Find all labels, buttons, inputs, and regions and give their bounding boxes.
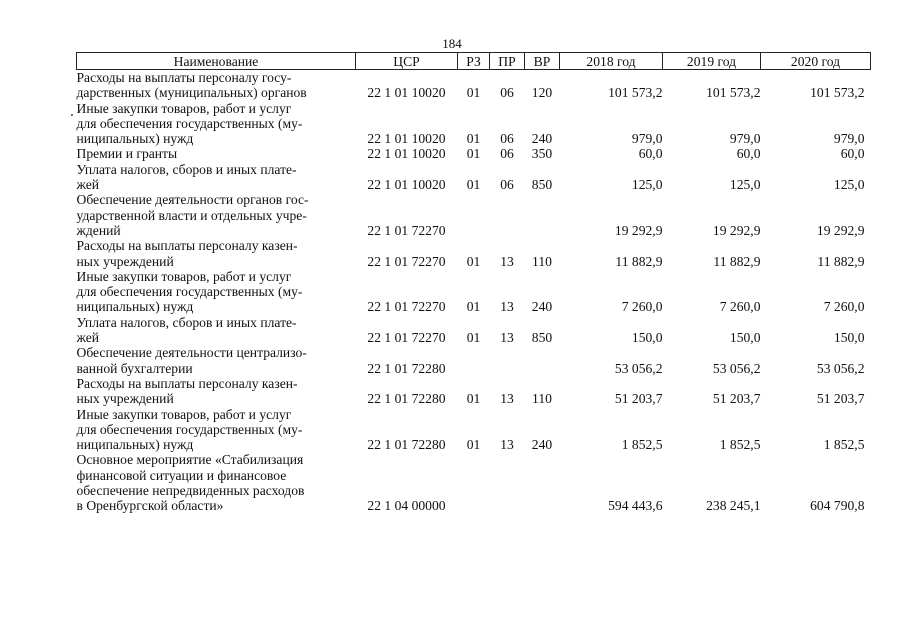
row-pr [490, 452, 525, 513]
row-name-line: ниципальных) нужд [76, 131, 194, 147]
row-name [77, 101, 356, 147]
table-row [77, 407, 871, 453]
row-csr: 22 1 01 72270 [367, 222, 446, 238]
row-value-2018: 101 573,2 [608, 85, 663, 101]
row-csr: 22 1 01 10020 [367, 85, 446, 101]
row-value-2018: 1 852,5 [621, 437, 663, 453]
row-rz: 01 [466, 391, 481, 407]
table-row [77, 192, 871, 238]
row-rz: 01 [466, 437, 481, 453]
row-name-line: для обеспечения государственных (му- [76, 284, 303, 300]
row-value-2018: 594 443,6 [608, 498, 663, 514]
row-rz: 01 [466, 253, 481, 269]
row-value-2019: 51 203,7 [712, 391, 761, 407]
row-name-line: Расходы на выплаты персоналу госу- [76, 70, 292, 85]
row-name-line: ных учреждений [76, 253, 174, 269]
row-value-2019: 1 852,5 [719, 437, 761, 453]
table-row [77, 269, 871, 315]
row-value-2018: 150,0 [631, 330, 663, 346]
row-name-line: ванной бухгалтерии [76, 360, 193, 376]
row-value-2020: 19 292,9 [816, 222, 865, 238]
row-name-line: обеспечение непредвиденных расходов [76, 483, 305, 499]
row-value-2018: 51 203,7 [614, 391, 663, 407]
row-name [77, 407, 356, 453]
row-rz: 01 [466, 131, 481, 147]
row-csr: 22 1 01 72280 [367, 437, 446, 453]
table-row [77, 452, 871, 513]
row-name-line: Основное мероприятие «Стабилизация [76, 452, 304, 468]
row-value-2020: 51 203,7 [816, 391, 865, 407]
row-csr: 22 1 01 72280 [367, 360, 446, 376]
row-vr [525, 192, 560, 238]
row-pr: 13 [500, 253, 514, 269]
row-value-2018: 979,0 [631, 131, 663, 147]
budget-table [76, 52, 871, 514]
row-name-line: ждений [76, 222, 121, 238]
row-value-2018: 19 292,9 [614, 222, 663, 238]
row-value-2018: 11 882,9 [615, 253, 663, 269]
row-name-line: ударственной власти и отдельных учре- [76, 207, 307, 223]
row-name-line: Иные закупки товаров, работ и услуг [76, 406, 292, 422]
header-vr: ВР [525, 53, 560, 70]
row-rz: 01 [466, 299, 481, 315]
row-name-line: финансовой ситуации и финансовое [76, 467, 287, 483]
row-vr: 240 [531, 299, 553, 315]
row-csr: 22 1 01 10020 [367, 131, 446, 147]
row-value-2020: 1 852,5 [823, 437, 865, 453]
table-row [77, 315, 871, 346]
row-rz [458, 192, 490, 238]
row-value-2020: 125,0 [833, 177, 865, 193]
row-name-line: для обеспечения государственных (му- [76, 115, 303, 131]
row-value-2020: 979,0 [833, 131, 865, 147]
row-rz: 01 [466, 330, 481, 346]
row-vr: 240 [531, 437, 553, 453]
header-name: Наименование [77, 53, 356, 70]
row-rz: 01 [466, 85, 481, 101]
row-csr: 22 1 01 72280 [367, 391, 446, 407]
row-pr: 13 [500, 299, 514, 315]
row-name-line: Уплата налогов, сборов и иных плате- [76, 314, 297, 330]
row-value-2018: 7 260,0 [621, 299, 663, 315]
row-pr [490, 192, 525, 238]
row-rz [458, 452, 490, 513]
row-pr: 06 [500, 85, 514, 101]
row-name [77, 146, 356, 161]
row-csr: 22 1 01 72270 [367, 330, 446, 346]
header-2018: 2018 год [560, 53, 663, 70]
row-vr: 120 [531, 85, 553, 101]
row-value-2020: 60,0 [840, 146, 865, 162]
row-pr: 13 [500, 330, 514, 346]
table-row [77, 376, 871, 407]
row-name-line: ниципальных) нужд [76, 437, 194, 453]
table-header-row [77, 53, 871, 70]
row-value-2019: 7 260,0 [719, 299, 761, 315]
row-value-2018: 125,0 [631, 177, 663, 193]
row-value-2019: 979,0 [729, 131, 761, 147]
row-value-2020: 11 882,9 [817, 253, 865, 269]
header-rz: РЗ [458, 53, 490, 70]
row-name-line: Расходы на выплаты персоналу казен- [76, 375, 298, 391]
row-name [77, 70, 356, 101]
table-row [77, 162, 871, 193]
row-value-2020: 53 056,2 [816, 360, 865, 376]
row-vr [525, 452, 560, 513]
header-pr: ПР [490, 53, 525, 70]
row-name [77, 315, 356, 346]
page-number: 184 [442, 36, 462, 51]
row-name-line: Иные закупки товаров, работ и услуг [76, 100, 292, 116]
header-2019: 2019 год [663, 53, 761, 70]
row-name [77, 345, 356, 376]
row-value-2019: 150,0 [729, 330, 761, 346]
row-csr: 22 1 04 00000 [367, 498, 446, 514]
row-value-2019: 125,0 [729, 177, 761, 193]
row-name-line: в Оренбургской области» [76, 498, 224, 514]
table-row [77, 146, 871, 161]
row-name [77, 162, 356, 193]
row-pr: 13 [500, 391, 514, 407]
table-row [77, 70, 871, 101]
row-name [77, 376, 356, 407]
header-2020: 2020 год [761, 53, 871, 70]
row-vr [525, 345, 560, 376]
row-vr: 850 [531, 330, 553, 346]
row-pr: 06 [500, 146, 514, 162]
row-name-line: Премии и гранты [76, 146, 178, 162]
row-rz: 01 [466, 146, 481, 162]
scan-dot [71, 114, 73, 116]
row-name [77, 452, 356, 513]
row-value-2019: 11 882,9 [713, 253, 761, 269]
row-value-2020: 101 573,2 [810, 85, 865, 101]
row-value-2019: 60,0 [736, 146, 761, 162]
row-vr: 240 [531, 131, 553, 147]
row-name-line: ниципальных) нужд [76, 299, 194, 315]
row-value-2020: 7 260,0 [823, 299, 865, 315]
row-value-2020: 604 790,8 [810, 498, 865, 514]
row-value-2019: 53 056,2 [712, 360, 761, 376]
row-pr: 06 [500, 131, 514, 147]
table-row [77, 101, 871, 147]
row-vr: 110 [532, 253, 552, 269]
row-value-2019: 19 292,9 [712, 222, 761, 238]
row-rz: 01 [466, 177, 481, 193]
row-pr: 06 [500, 177, 514, 193]
row-vr: 110 [532, 391, 552, 407]
row-pr [490, 345, 525, 376]
row-csr: 22 1 01 10020 [367, 177, 446, 193]
row-name [77, 269, 356, 315]
row-name-line: дарственных (муниципальных) органов [76, 85, 307, 101]
row-name-line: Иные закупки товаров, работ и услуг [76, 268, 292, 284]
row-value-2019: 238 245,1 [706, 498, 761, 514]
row-csr: 22 1 01 10020 [367, 146, 446, 162]
row-name-line: жей [76, 330, 100, 346]
row-name-line: ных учреждений [76, 391, 174, 407]
row-value-2018: 60,0 [638, 146, 663, 162]
row-name-line: для обеспечения государственных (му- [76, 421, 303, 437]
row-value-2020: 150,0 [833, 330, 865, 346]
row-name-line: Расходы на выплаты персоналу казен- [76, 238, 298, 254]
row-vr: 350 [531, 146, 553, 162]
row-name [77, 192, 356, 238]
row-value-2018: 53 056,2 [614, 360, 663, 376]
table-row [77, 345, 871, 376]
header-csr: ЦСР [356, 53, 458, 70]
row-csr: 22 1 01 72270 [367, 253, 446, 269]
row-vr: 850 [531, 177, 553, 193]
table-row [77, 238, 871, 269]
row-rz [458, 345, 490, 376]
row-name [77, 238, 356, 269]
row-value-2019: 101 573,2 [706, 85, 761, 101]
row-name-line: Обеспечение деятельности централизо- [76, 345, 307, 361]
row-pr: 13 [500, 437, 514, 453]
row-csr: 22 1 01 72270 [367, 299, 446, 315]
row-name-line: жей [76, 177, 100, 193]
row-name-line: Обеспечение деятельности органов гос- [76, 192, 309, 208]
row-name-line: Уплата налогов, сборов и иных плате- [76, 161, 297, 177]
